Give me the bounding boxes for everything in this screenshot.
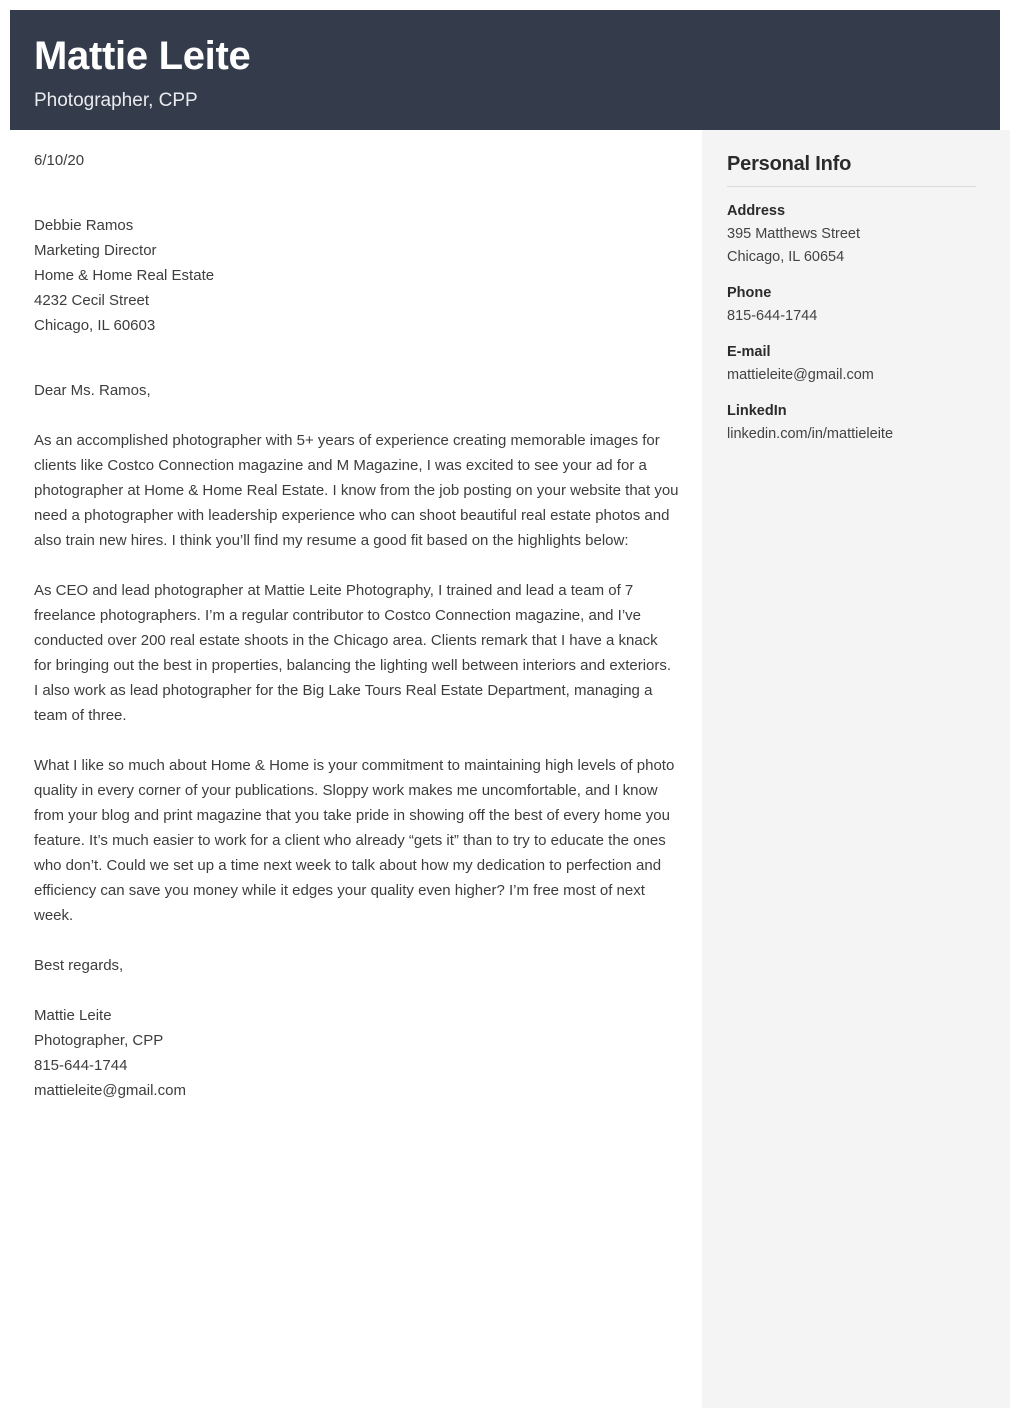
info-label-address: Address [727, 203, 786, 219]
letter-closing: Best regards, [34, 957, 124, 974]
recipient-job-title: Marketing Director [34, 242, 157, 259]
recipient-city-state-zip: Chicago, IL 60603 [34, 317, 156, 334]
letter-paragraph-1: As an accomplished photographer with 5+ years of experience creating memorable images for clients like Costco Connection magazine and M Magazine, I was excited to see your ad for a photographer at Home & Home Real Estate. I know from the job posting on your website that you need a photographer with leadership experience who can shoot beautiful real estate photos and also train new hires. I think you’ll find my resume a good fit based on the highlights below: [34, 432, 679, 549]
recipient-street: 4232 Cecil Street [34, 292, 150, 309]
applicant-job-title: Photographer, CPP [34, 89, 198, 111]
sidebar-heading: Personal Info [727, 153, 852, 175]
recipient-address-block [34, 213, 679, 338]
personal-info-sidebar [702, 130, 1010, 1408]
info-value-address-street: 395 Matthews Street [727, 226, 860, 242]
info-block-phone [727, 283, 986, 328]
signature-phone: 815-644-1744 [34, 1057, 128, 1074]
document-header [10, 10, 1000, 130]
info-value-phone: 815-644-1744 [727, 308, 818, 324]
recipient-company: Home & Home Real Estate [34, 267, 215, 284]
signature-email: mattieleite@gmail.com [34, 1082, 186, 1099]
info-label-email: E-mail [727, 344, 771, 360]
recipient-name: Debbie Ramos [34, 217, 134, 234]
info-block-address [727, 201, 986, 269]
info-block-linkedin [727, 401, 986, 446]
letter-paragraph-3: What I like so much about Home & Home is your commitment to maintaining high levels of photo quality in every corner of your publications. Sloppy work makes me uncomfortable, and I know from your blog and print magazine that you take pride in showing off the best of every home you feature. It’s much easier to work for a client who already “gets it” than to try to educate the ones who don’t. Could we set up a time next week to talk about how my dedication to perfection and efficiency can save you money while it edges your quality even higher? I’m free most of next week. [34, 757, 675, 924]
letter-paragraph-2: As CEO and lead photographer at Mattie Leite Photography, I trained and lead a team of 7 freelance photographers. I’m a regular contributor to Costco Connection magazine, and I’ve conducted over 200 real estate shoots in the Chicago area. Clients remark that I have a knack for bringing out the best in properties, balancing the lighting well between interiors and exteriors. I also work as lead photographer for the Big Lake Tours Real Estate Department, managing a team of three. [34, 582, 672, 724]
info-value-email[interactable]: mattieleite@gmail.com [727, 367, 874, 383]
sidebar-divider [727, 186, 976, 187]
signature-name: Mattie Leite [34, 1007, 112, 1024]
info-label-linkedin: LinkedIn [727, 403, 787, 419]
info-value-address-city: Chicago, IL 60654 [727, 249, 845, 265]
letter-body [34, 148, 679, 1103]
signature-block [34, 1003, 679, 1103]
info-block-email [727, 342, 986, 387]
letter-salutation: Dear Ms. Ramos, [34, 382, 151, 399]
signature-job-title: Photographer, CPP [34, 1032, 164, 1049]
info-value-linkedin[interactable]: linkedin.com/in/mattieleite [727, 426, 894, 442]
info-label-phone: Phone [727, 285, 772, 301]
applicant-name: Mattie Leite [34, 34, 251, 78]
letter-date: 6/10/20 [34, 152, 85, 169]
